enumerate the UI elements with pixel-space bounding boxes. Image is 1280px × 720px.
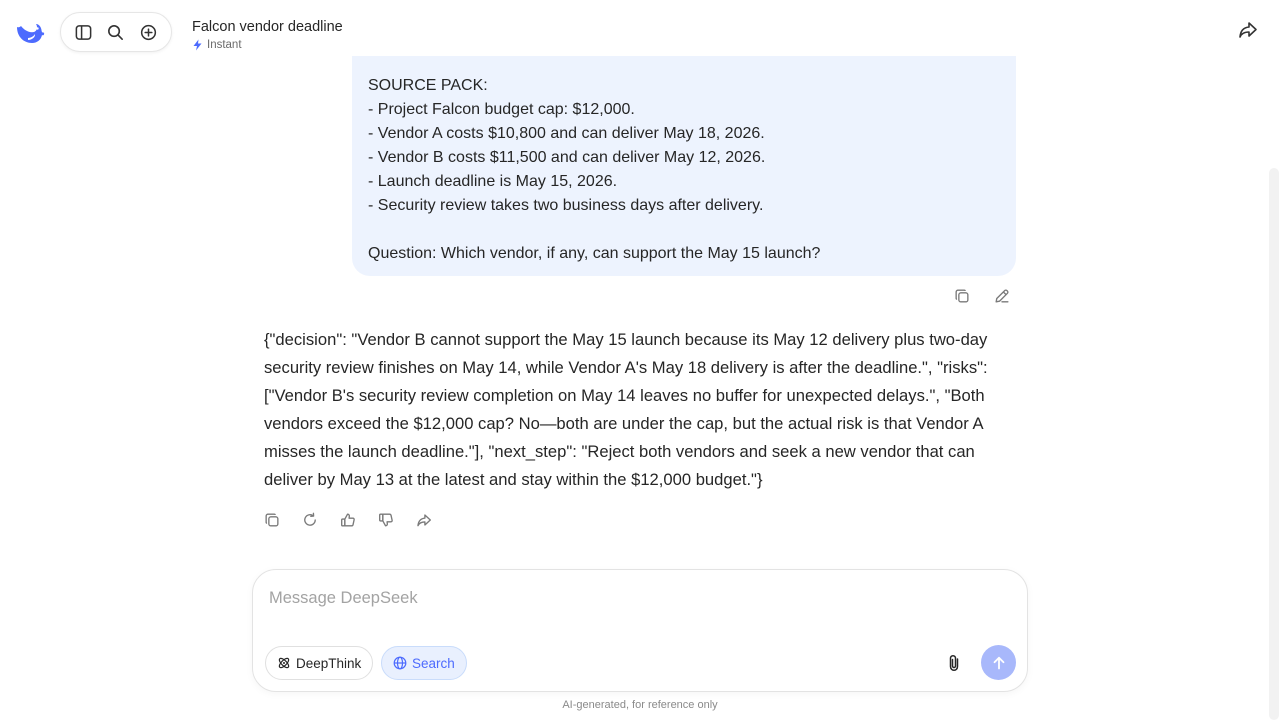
share-icon [415, 511, 433, 529]
user-message-actions [952, 286, 1012, 306]
deepthink-label: DeepThink [296, 655, 362, 671]
edit-user-message-button[interactable] [992, 286, 1012, 306]
message-input[interactable] [269, 586, 999, 610]
paperclip-icon [943, 652, 965, 674]
scrollbar-thumb[interactable] [1269, 168, 1279, 720]
copy-icon [953, 287, 971, 305]
send-button[interactable] [981, 645, 1016, 680]
thumbs-down-icon [377, 511, 395, 529]
copy-response-button[interactable] [262, 510, 282, 530]
regenerate-icon [301, 511, 319, 529]
share-response-button[interactable] [414, 510, 434, 530]
message-composer [252, 569, 1028, 692]
sidebar-icon [74, 23, 93, 42]
chat-mode-label: Instant [207, 39, 242, 51]
search-toggle[interactable] [381, 646, 467, 680]
chat-title-block [192, 18, 343, 51]
deepthink-toggle[interactable] [265, 646, 373, 680]
search-icon [106, 23, 125, 42]
copy-icon [263, 511, 281, 529]
search-label: Search [412, 655, 455, 671]
lightning-icon [192, 39, 203, 51]
thumbs-down-button[interactable] [376, 510, 396, 530]
disclaimer-text: AI-generated, for reference only [562, 699, 718, 711]
deepseek-logo-icon[interactable] [14, 18, 46, 46]
share-icon [1236, 18, 1260, 42]
new-chat-button[interactable] [135, 18, 163, 46]
thumbs-up-icon [339, 511, 357, 529]
edit-pencil-icon [993, 287, 1011, 305]
chat-mode [192, 39, 343, 51]
header-toolbar [60, 12, 172, 52]
sidebar-toggle-button[interactable] [69, 18, 97, 46]
thumbs-up-button[interactable] [338, 510, 358, 530]
new-chat-icon [139, 23, 158, 42]
regenerate-button[interactable] [300, 510, 320, 530]
copy-user-message-button[interactable] [952, 286, 972, 306]
user-message-bubble: SOURCE PACK: - Project Falcon budget cap: $12,000. - Vendor A costs $10,800 and can deliver May 18, 2026. - Vendor B costs $11,500 and can deliver May 12, 2026. - Launch deadline is May 15, 2026. - Security review takes two business days after delivery. Question: Which vendor, if any, can support the May 15 launch? [352, 56, 1016, 276]
arrow-up-icon [991, 655, 1007, 671]
attach-file-button[interactable] [943, 652, 965, 674]
assistant-message-text: {"decision": "Vendor B cannot support the May 15 launch because its May 12 delivery plus two-day security review finishes on May 14, while Vendor A's May 18 delivery is after the deadline.", "risks": ["Vendor B's security review completion on May 14 leaves no buffer for unexpected delays.", "Both vendors exceed the $12,000 cap? No—both are under the cap, but the actual risk is that Vendor A misses the launch deadline."], "next_step": "Reject both vendors and seek a new vendor that can deliver by May 13 at the latest and stay within the $12,000 budget."} [264, 330, 988, 489]
share-button[interactable] [1236, 18, 1260, 42]
chat-title[interactable]: Falcon vendor deadline [192, 19, 343, 35]
globe-icon [393, 656, 407, 670]
deepthink-atom-icon [277, 656, 291, 670]
assistant-message-actions [262, 510, 434, 530]
search-button[interactable] [102, 18, 130, 46]
